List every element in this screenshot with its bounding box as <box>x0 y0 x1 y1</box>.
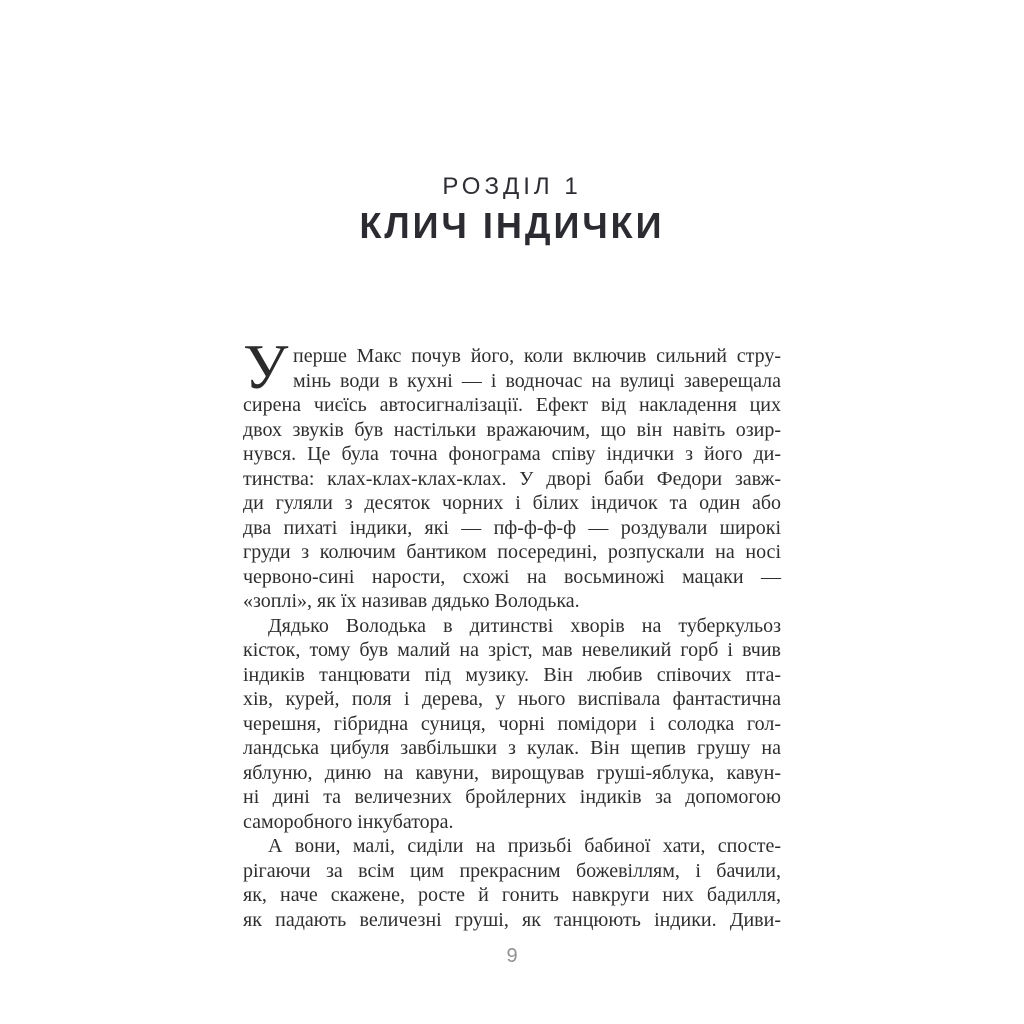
paragraph <box>243 614 781 835</box>
text-line: двох звуків був настільки вражаючим, що він навіть озир- <box>243 418 781 441</box>
text-line: сирена чиєїсь автосигналізації. Ефект від накладення цих <box>243 394 781 416</box>
text-line: ди гуляли з десяток чорних і білих індичок та один або <box>243 492 781 514</box>
text-line: «зоплі», як їх називав дядько Володька. <box>243 590 580 612</box>
text-line: яблуню, диню на кавуни, вирощував груші-яблука, кавун- <box>243 761 781 784</box>
text-line: кісток, тому був малий на зріст, мав невеликий горб і вчив <box>243 639 781 661</box>
text-line: індиків танцювати під музику. Він любив співочих пта- <box>243 663 781 686</box>
paragraph <box>243 834 781 932</box>
text-line: груди з колючим бантиком посередині, розпускали на носі <box>243 541 781 563</box>
text-line: перше Макс почув його, коли включив сильний стру- <box>293 345 781 367</box>
text-line: два пихаті індики, які — пф-ф-ф-ф — роздували широкі <box>243 516 781 539</box>
text-line: А вони, малі, сиділи на призьбі бабиної хати, спосте- <box>268 835 781 857</box>
chapter-label: РОЗДІЛ 1 <box>442 173 582 200</box>
text-line: мінь води в кухні — і водночас на вулиці заверещала <box>293 369 781 392</box>
page-number: 9 <box>506 945 518 967</box>
text-line: як, наче скажене, росте й гонить навкруги них бадилля, <box>243 884 781 906</box>
chapter-title: КЛИЧ ІНДИЧКИ <box>359 205 665 246</box>
text-line: ні дині та величезних бройлерних індиків за допомогою <box>243 786 781 808</box>
text-line: як падають величезні груші, як танцюють індики. Диви- <box>243 908 781 931</box>
text-line: ландська цибуля завбільшки з кулак. Він щепив грушу на <box>243 737 781 759</box>
text-line: Дядько Володька в дитинстві хворів на туберкульоз <box>268 614 781 637</box>
text-line: тинства: клах-клах-клах-клах. У дворі баби Федори завж- <box>243 467 781 490</box>
drop-cap: У <box>243 331 289 402</box>
text-line: саморобного інкубатора. <box>243 810 454 833</box>
paragraph <box>243 331 781 614</box>
body-text <box>243 331 781 932</box>
text-line: червоно-сині нарости, схожі на восьминожі мацаки — <box>243 565 781 588</box>
text-line: черешня, гібридна суниця, чорні помідори і солодка гол- <box>243 712 781 735</box>
text-line: рігаючи за всім цим прекрасним божевіллям, і бачили, <box>243 859 781 882</box>
text-line: хів, курей, поля і дерева, у нього виспівала фантастична <box>243 688 781 710</box>
text-line: нувся. Це була точна фонограма співу індички з його ди- <box>243 443 781 465</box>
